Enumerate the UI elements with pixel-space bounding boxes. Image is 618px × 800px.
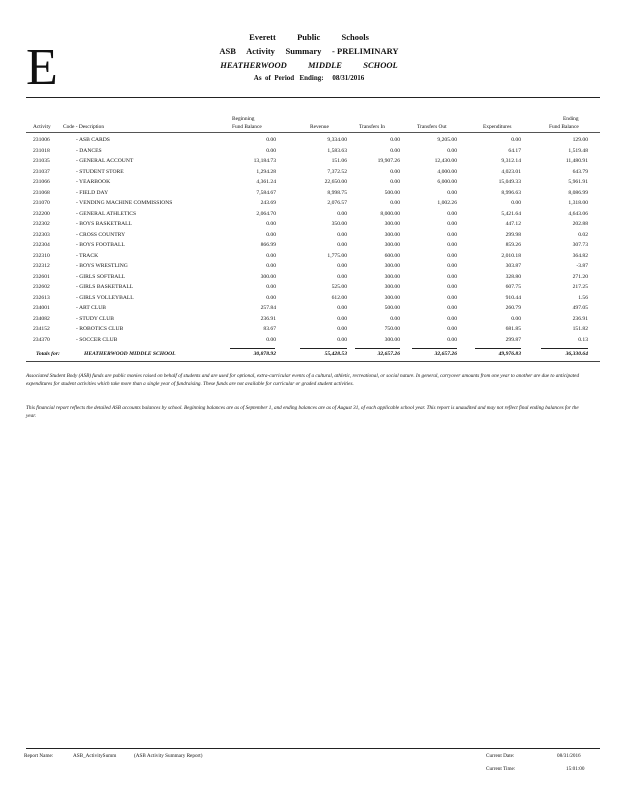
expenditures: 8,996.63 (501, 189, 521, 196)
revenue: 8,998.75 (327, 189, 347, 196)
transfers-in: 300.00 (384, 294, 400, 301)
activity-code: 231068 (33, 189, 50, 196)
expenditures: 64.17 (508, 147, 521, 154)
total-transfers-out: 32,657.26 (434, 351, 457, 357)
table-row (0, 210, 618, 219)
col-revenue: Revenue (310, 124, 329, 130)
table-row (0, 136, 618, 145)
expenditures: 299.87 (505, 336, 521, 343)
activity-description: - ROBOTICS CLUB (76, 326, 124, 332)
activity-description: - YEARBOOK (76, 179, 111, 185)
col-transfers-out: Transfers Out (417, 124, 447, 130)
activity-code: 231037 (33, 168, 50, 175)
col-ending-top: Ending (563, 116, 579, 122)
transfers-in: 300.00 (384, 336, 400, 343)
col-ending-bottom: Fund Balance (549, 124, 579, 130)
transfers-out: 0.00 (447, 221, 457, 227)
table-row (0, 168, 618, 177)
expenditures: 447.12 (505, 221, 521, 227)
ending-balance: 643.79 (572, 168, 588, 175)
total-expenditures: 49,976.83 (498, 351, 521, 357)
district-logo-letter: E (26, 39, 58, 96)
expenditures: 681.85 (505, 326, 521, 332)
revenue: 0.00 (337, 305, 347, 311)
activity-code: 231018 (33, 147, 50, 154)
activity-code: 232304 (33, 242, 50, 248)
totals-label: Totals for: (36, 351, 60, 357)
expenditures: 910.44 (505, 294, 521, 301)
transfers-in: 300.00 (384, 242, 400, 248)
revenue: 0.00 (337, 242, 347, 248)
expenditures: 859.26 (505, 242, 521, 248)
footer-divider (26, 748, 600, 749)
table-row (0, 189, 618, 198)
activity-description: - BOYS WRESTLING (76, 263, 128, 269)
total-underline (230, 348, 275, 349)
activity-description: - STUDENT STORE (76, 168, 124, 175)
table-row (0, 241, 618, 250)
activity-code: 232613 (33, 294, 50, 301)
ending-balance: 1,318.00 (568, 200, 588, 206)
total-underline (300, 348, 347, 349)
transfers-in: 300.00 (384, 263, 400, 269)
total-beginning: 30,878.92 (253, 351, 276, 357)
transfers-out: 1,002.26 (437, 200, 457, 206)
activity-code: 234001 (33, 305, 50, 311)
table-row (0, 231, 618, 240)
revenue: 0.00 (337, 315, 347, 322)
transfers-in: 0.00 (390, 168, 400, 175)
activity-description: - GENERAL ATHLETICS (76, 210, 137, 217)
beginning-balance: 300.00 (260, 273, 276, 280)
totals-rule (26, 361, 600, 362)
total-transfers-in: 32,657.26 (377, 351, 400, 357)
ending-balance: 1,519.48 (568, 147, 588, 154)
ending-balance: 4,643.06 (568, 210, 588, 217)
revenue: 7,372.52 (327, 168, 347, 175)
col-code-description: Code - Description (63, 124, 105, 130)
transfers-in: 8,000.00 (380, 210, 400, 217)
transfers-in: 500.00 (384, 189, 400, 196)
revenue: 612.00 (331, 294, 347, 301)
beginning-balance: 2,064.70 (256, 210, 276, 217)
footer-time-value: 15:01:00 (566, 766, 585, 772)
activity-description: - GIRLS VOLLEYBALL (76, 294, 134, 301)
table-row (0, 325, 618, 334)
beginning-balance: 0.00 (266, 284, 276, 290)
expenditures: 299.98 (505, 231, 521, 238)
footer-report-name: ASB_ActivitySumm (73, 753, 117, 759)
beginning-balance: 0.00 (266, 263, 276, 269)
revenue: 1,583.63 (327, 147, 347, 154)
expenditures: 9,312.14 (501, 158, 521, 164)
revenue: 0.00 (337, 231, 347, 238)
activity-description: - BOYS BASKETBALL (76, 221, 132, 227)
total-underline (475, 348, 521, 349)
note-report-reflects: This financial report reflects the detailed ASB accounts balances by school. Beginning balances are as of September 1, and ending balances are as of August 31, of each applicable school year. This report is unaudited and may not reflect final ending balances for the year. (26, 405, 579, 419)
activity-description: - DANCES (76, 147, 102, 154)
expenditures: 328.80 (505, 273, 521, 280)
activity-code: 232200 (33, 210, 50, 217)
transfers-out: 0.00 (447, 336, 457, 343)
transfers-in: 0.00 (390, 179, 400, 185)
ending-balance: 497.05 (572, 305, 588, 311)
table-row (0, 178, 618, 187)
activity-code: 232602 (33, 284, 50, 290)
revenue: 1,775.00 (327, 252, 347, 259)
activity-description: - GIRLS BASKETBALL (76, 284, 134, 290)
activity-code: 232303 (33, 231, 50, 238)
ending-balance: 1.56 (578, 294, 588, 301)
revenue: 0.00 (337, 210, 347, 217)
table-row (0, 157, 618, 166)
transfers-out: 0.00 (447, 305, 457, 311)
transfers-in: 0.00 (390, 147, 400, 154)
transfers-out: 0.00 (447, 189, 457, 196)
activity-code: 234082 (33, 315, 50, 322)
expenditures: 607.75 (505, 284, 521, 290)
expenditures: 303.87 (505, 263, 521, 269)
beginning-balance: 0.00 (266, 137, 276, 143)
activity-code: 234152 (33, 326, 50, 332)
activity-code: 231070 (33, 200, 50, 206)
expenditures: 260.79 (505, 305, 521, 311)
ending-balance: 0.02 (578, 231, 588, 238)
total-underline (412, 348, 457, 349)
activity-description: - FIELD DAY (76, 189, 109, 196)
ending-balance: 236.91 (572, 315, 588, 322)
transfers-out: 0.00 (447, 231, 457, 238)
col-beginning-top: Beginning (232, 116, 255, 122)
transfers-in: 750.00 (384, 326, 400, 332)
table-row (0, 336, 618, 345)
expenditures: 0.00 (511, 137, 521, 143)
ending-balance: 364.82 (572, 252, 588, 259)
revenue: 22,650.00 (324, 179, 347, 185)
beginning-balance: 7,584.67 (256, 189, 276, 196)
table-row (0, 273, 618, 282)
transfers-in: 300.00 (384, 273, 400, 280)
district-name: Everett Public Schools (249, 32, 369, 42)
transfers-out: 6,000.00 (437, 179, 457, 185)
transfers-out: 0.00 (447, 252, 457, 259)
beginning-balance: 1,294.28 (256, 168, 276, 175)
activity-code: 234370 (33, 336, 50, 343)
revenue: 0.00 (337, 263, 347, 269)
ending-balance: 307.73 (572, 242, 588, 248)
revenue: 350.00 (331, 221, 347, 227)
ending-balance: 0.13 (578, 336, 588, 343)
activity-description: - VENDING MACHINE COMMISSIONS (76, 200, 173, 206)
beginning-balance: 4,361.24 (256, 179, 276, 185)
transfers-out: 0.00 (447, 273, 457, 280)
activity-code: 232312 (33, 263, 50, 269)
transfers-in: 19,907.26 (377, 158, 400, 164)
transfers-in: 500.00 (384, 305, 400, 311)
totals-row (0, 350, 618, 359)
note-asb-funds: Associated Student Body (ASB) funds are public monies raised on behalf of students and are used for optional, extra-curricular events of a cultural, athletic, recreational, or social nature. In general, carryover amounts from one year to another are due to anticipated expenditures for student activities which take more than a single year of fundraising. These funds are not available for curricular or graded student activities. (26, 373, 580, 387)
revenue: 2,076.57 (327, 200, 347, 206)
revenue: 9,334.00 (327, 137, 347, 143)
transfers-out: 12,430.00 (434, 158, 457, 164)
activity-description: - GIRLS SOFTBALL (76, 273, 126, 280)
expenditures: 15,049.33 (498, 179, 521, 185)
report-title: ASB Activity Summary - PRELIMINARY (219, 46, 399, 56)
header-divider (26, 97, 600, 98)
table-row (0, 304, 618, 313)
col-beginning-bottom: Fund Balance (232, 124, 262, 130)
ending-balance: 271.20 (572, 273, 588, 280)
beginning-balance: 83.67 (263, 326, 276, 332)
transfers-out: 0.00 (447, 315, 457, 322)
transfers-out: 0.00 (447, 210, 457, 217)
transfers-out: 9,205.00 (437, 137, 457, 143)
activity-description: - TRACK (76, 252, 99, 259)
activity-code: 231006 (33, 137, 50, 143)
beginning-balance: 243.69 (260, 200, 276, 206)
transfers-out: 0.00 (447, 147, 457, 154)
col-expenditures: Expenditures (483, 124, 512, 130)
beginning-balance: 866.99 (260, 242, 276, 248)
activity-description: - STUDY CLUB (76, 315, 115, 322)
table-row (0, 220, 618, 229)
transfers-out: 0.00 (447, 326, 457, 332)
ending-balance: -3.87 (576, 263, 588, 269)
revenue: 0.00 (337, 326, 347, 332)
activity-code: 232601 (33, 273, 50, 280)
table-row (0, 199, 618, 208)
activity-code: 231066 (33, 179, 50, 185)
transfers-in: 600.00 (384, 252, 400, 259)
table-row (0, 283, 618, 292)
transfers-in: 0.00 (390, 137, 400, 143)
expenditures: 4,023.01 (501, 168, 521, 175)
activity-description: - SOCCER CLUB (76, 336, 118, 343)
expenditures: 0.00 (511, 315, 521, 322)
revenue: 151.06 (331, 158, 347, 164)
totals-school: HEATHERWOOD MIDDLE SCHOOL (84, 351, 176, 357)
footer-time-label: Current Time: (486, 766, 516, 772)
activity-description: - ART CLUB (76, 305, 107, 311)
ending-balance: 129.00 (572, 137, 588, 143)
beginning-balance: 0.00 (266, 336, 276, 343)
ending-balance: 11,480.91 (565, 158, 588, 164)
activity-description: - GENERAL ACCOUNT (76, 158, 134, 164)
beginning-balance: 13,184.73 (253, 158, 276, 164)
revenue: 0.00 (337, 273, 347, 280)
table-row (0, 252, 618, 261)
beginning-balance: 0.00 (266, 252, 276, 259)
transfers-in: 300.00 (384, 284, 400, 290)
footer-date-label: Current Date: (486, 753, 515, 759)
period-ending: As of Period Ending: 08/31/2016 (253, 74, 365, 82)
expenditures: 5,421.64 (501, 210, 521, 217)
beginning-balance: 236.91 (260, 315, 276, 322)
footer-report-title: (ASB Activity Summary Report) (134, 753, 203, 759)
transfers-out: 0.00 (447, 294, 457, 301)
expenditures: 0.00 (511, 200, 521, 206)
column-header-rule (26, 132, 600, 133)
beginning-balance: 0.00 (266, 294, 276, 301)
revenue: 525.00 (331, 284, 347, 290)
total-ending: 36,330.64 (565, 351, 588, 357)
transfers-in: 300.00 (384, 231, 400, 238)
activity-description: - BOYS FOOTBALL (76, 242, 125, 248)
expenditures: 2,010.18 (501, 252, 521, 259)
footer-date-value: 08/31/2016 (557, 753, 581, 759)
activity-code: 232302 (33, 221, 50, 227)
beginning-balance: 0.00 (266, 221, 276, 227)
total-underline (541, 348, 588, 349)
ending-balance: 151.82 (572, 326, 588, 332)
transfers-in: 0.00 (390, 200, 400, 206)
school-name: HEATHERWOOD MIDDLE SCHOOL (220, 60, 398, 70)
ending-balance: 5,961.91 (568, 179, 588, 185)
total-revenue: 55,428.53 (324, 351, 347, 357)
transfers-in: 300.00 (384, 221, 400, 227)
transfers-out: 4,000.00 (437, 168, 457, 175)
table-row (0, 315, 618, 324)
transfers-out: 0.00 (447, 284, 457, 290)
activity-code: 231035 (33, 158, 50, 164)
col-activity: Activity (33, 124, 51, 130)
transfers-in: 0.00 (390, 315, 400, 322)
ending-balance: 217.25 (572, 284, 588, 290)
beginning-balance: 0.00 (266, 231, 276, 238)
footer-report-label: Report Name: (24, 753, 54, 759)
beginning-balance: 0.00 (266, 147, 276, 154)
transfers-out: 0.00 (447, 242, 457, 248)
col-transfers-in: Transfers In (359, 124, 386, 130)
activity-code: 232310 (33, 252, 50, 259)
ending-balance: 202.88 (572, 221, 588, 227)
table-row (0, 147, 618, 156)
ending-balance: 8,086.99 (568, 189, 588, 196)
total-underline (355, 348, 400, 349)
table-row (0, 262, 618, 271)
activity-description: - CROSS COUNTRY (76, 231, 126, 238)
transfers-out: 0.00 (447, 263, 457, 269)
activity-description: - ASB CARDS (76, 137, 110, 143)
beginning-balance: 257.84 (260, 305, 276, 311)
table-row (0, 294, 618, 303)
revenue: 0.00 (337, 336, 347, 343)
